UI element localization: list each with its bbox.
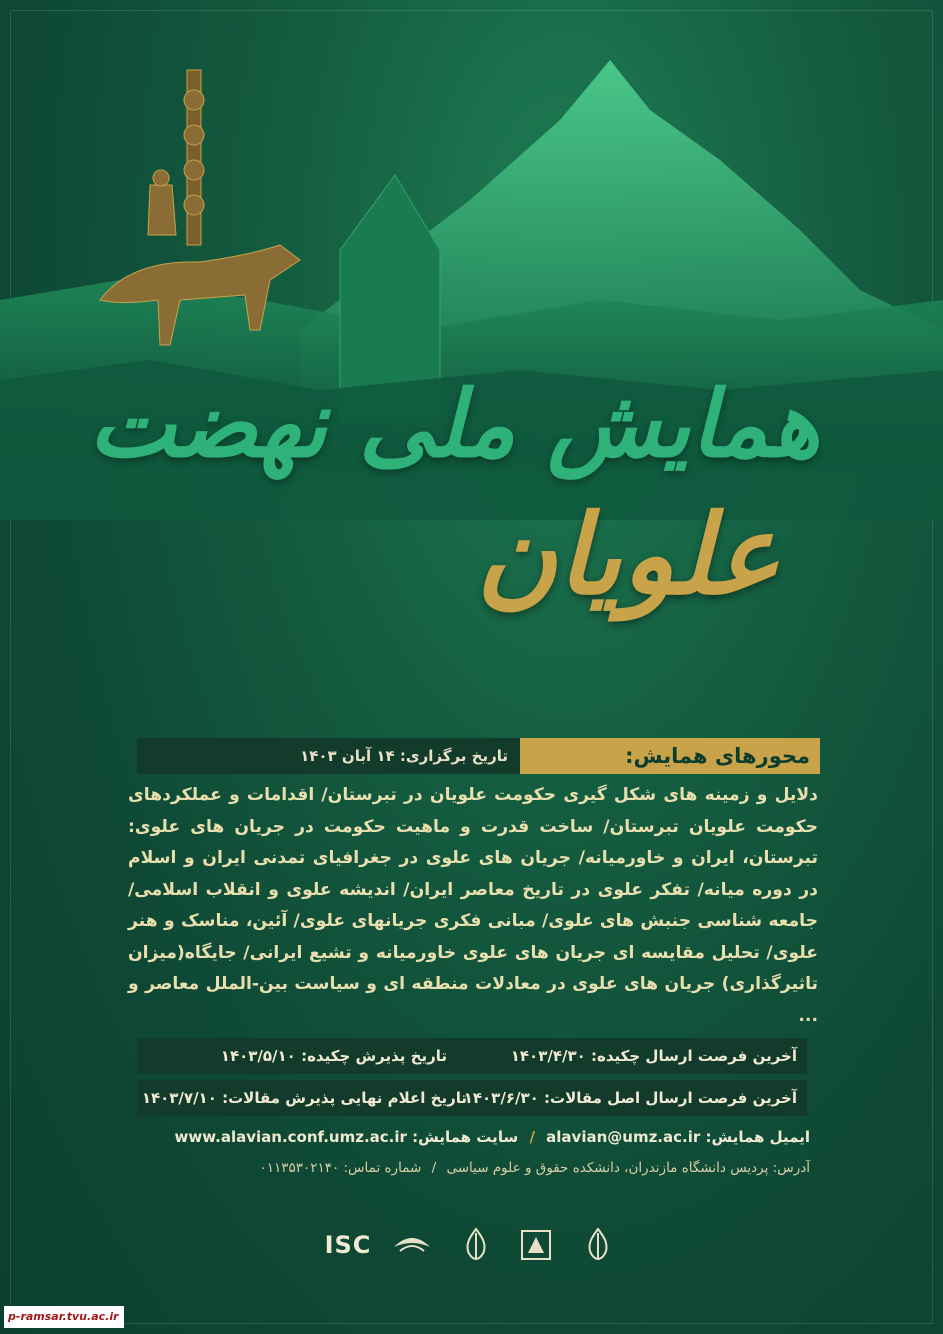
axes-text: دلایل و زمینه های شکل گیری حکومت علویان در تبرستان/ اقدامات و عملکردهای حکومت علویان تبرستان/ ساخت قدرت و ماهیت حکومت در جریان های علوی: تبرستان، ایران و خاورمیانه/ جریان های علوی در جغرافیای تمدنی ایران و اسلام در دوره میانه/ تفکر علوی در تاریخ معاصر ایران/ اندیشه علوی و انقلاب اسلامی/ جامعه شناسی جنبش های علوی/ مبانی فکری جریانهای علوی/ آئین، مناسک و هنر علوی/ تحلیل مقایسه ای جریان های علوی خاورمیانه و تشیع ایرانی/ جایگاه(میزان تاثیرگذاری) جریان های علوی در معادلات منطقه ای و سیاست بین-الملل معاصر و ... <box>128 785 818 1026</box>
footer-url[interactable]: p-ramsar.tvu.ac.ir <box>8 1310 119 1323</box>
contact-line <box>130 1128 810 1146</box>
axes-heading: محورهای همایش: <box>520 738 820 774</box>
deadline-date: ۱۴۰۳/۵/۱۰ <box>220 1047 296 1065</box>
deadline-row-2 <box>137 1080 807 1116</box>
deadline-label: تاریخ پذیرش چکیده: <box>301 1047 447 1065</box>
iran-emblem-icon <box>450 1225 502 1277</box>
deadline-label: آخرین فرصت ارسال اصل مقالات: <box>544 1089 797 1107</box>
deadline-paper-submit <box>464 1080 797 1116</box>
deadline-paper-accept <box>142 1080 467 1116</box>
sponsor-logos <box>310 1225 630 1285</box>
deadline-label: تاریخ اعلام نهایی پذیرش مقالات: <box>222 1089 467 1107</box>
university-emblem-icon <box>510 1225 562 1277</box>
site-link[interactable]: www.alavian.conf.umz.ac.ir <box>174 1128 407 1146</box>
title-line-2: علویان <box>476 490 780 619</box>
phone-text: شماره تماس: ۰۱۱۳۵۳۰۲۱۴۰ <box>259 1160 422 1176</box>
deadline-date: ۱۴۰۳/۷/۱۰ <box>141 1089 217 1107</box>
event-date: تاریخ برگزاری: ۱۴ آبان ۱۴۰۳ <box>137 738 520 774</box>
conference-title <box>88 370 820 700</box>
separator: / <box>431 1160 437 1176</box>
deadline-abstract-submit <box>511 1038 797 1074</box>
email-link[interactable]: alavian@umz.ac.ir <box>546 1128 701 1146</box>
deadline-row-1 <box>137 1038 807 1074</box>
footer-tag <box>4 1306 124 1328</box>
address-text: آدرس: پردیس دانشگاه مازندران، دانشکده حقوق و علوم سیاسی <box>446 1160 810 1176</box>
deadline-abstract-accept <box>221 1038 447 1074</box>
email-label: ایمیل همایش: <box>705 1128 810 1146</box>
separator: / <box>529 1128 535 1146</box>
site-label: سایت همایش: <box>412 1128 519 1146</box>
isc-logo: ISC <box>324 1231 372 1259</box>
deadline-date: ۱۴۰۳/۴/۳۰ <box>510 1047 586 1065</box>
title-line-1: همایش ملی نهضت <box>88 370 820 478</box>
radio-tv-emblem-icon <box>386 1225 438 1277</box>
address-line <box>130 1160 810 1176</box>
iran-emblem-icon <box>572 1225 624 1277</box>
deadline-label: آخرین فرصت ارسال چکیده: <box>591 1047 797 1065</box>
deadline-date: ۱۴۰۳/۶/۳۰ <box>463 1089 539 1107</box>
